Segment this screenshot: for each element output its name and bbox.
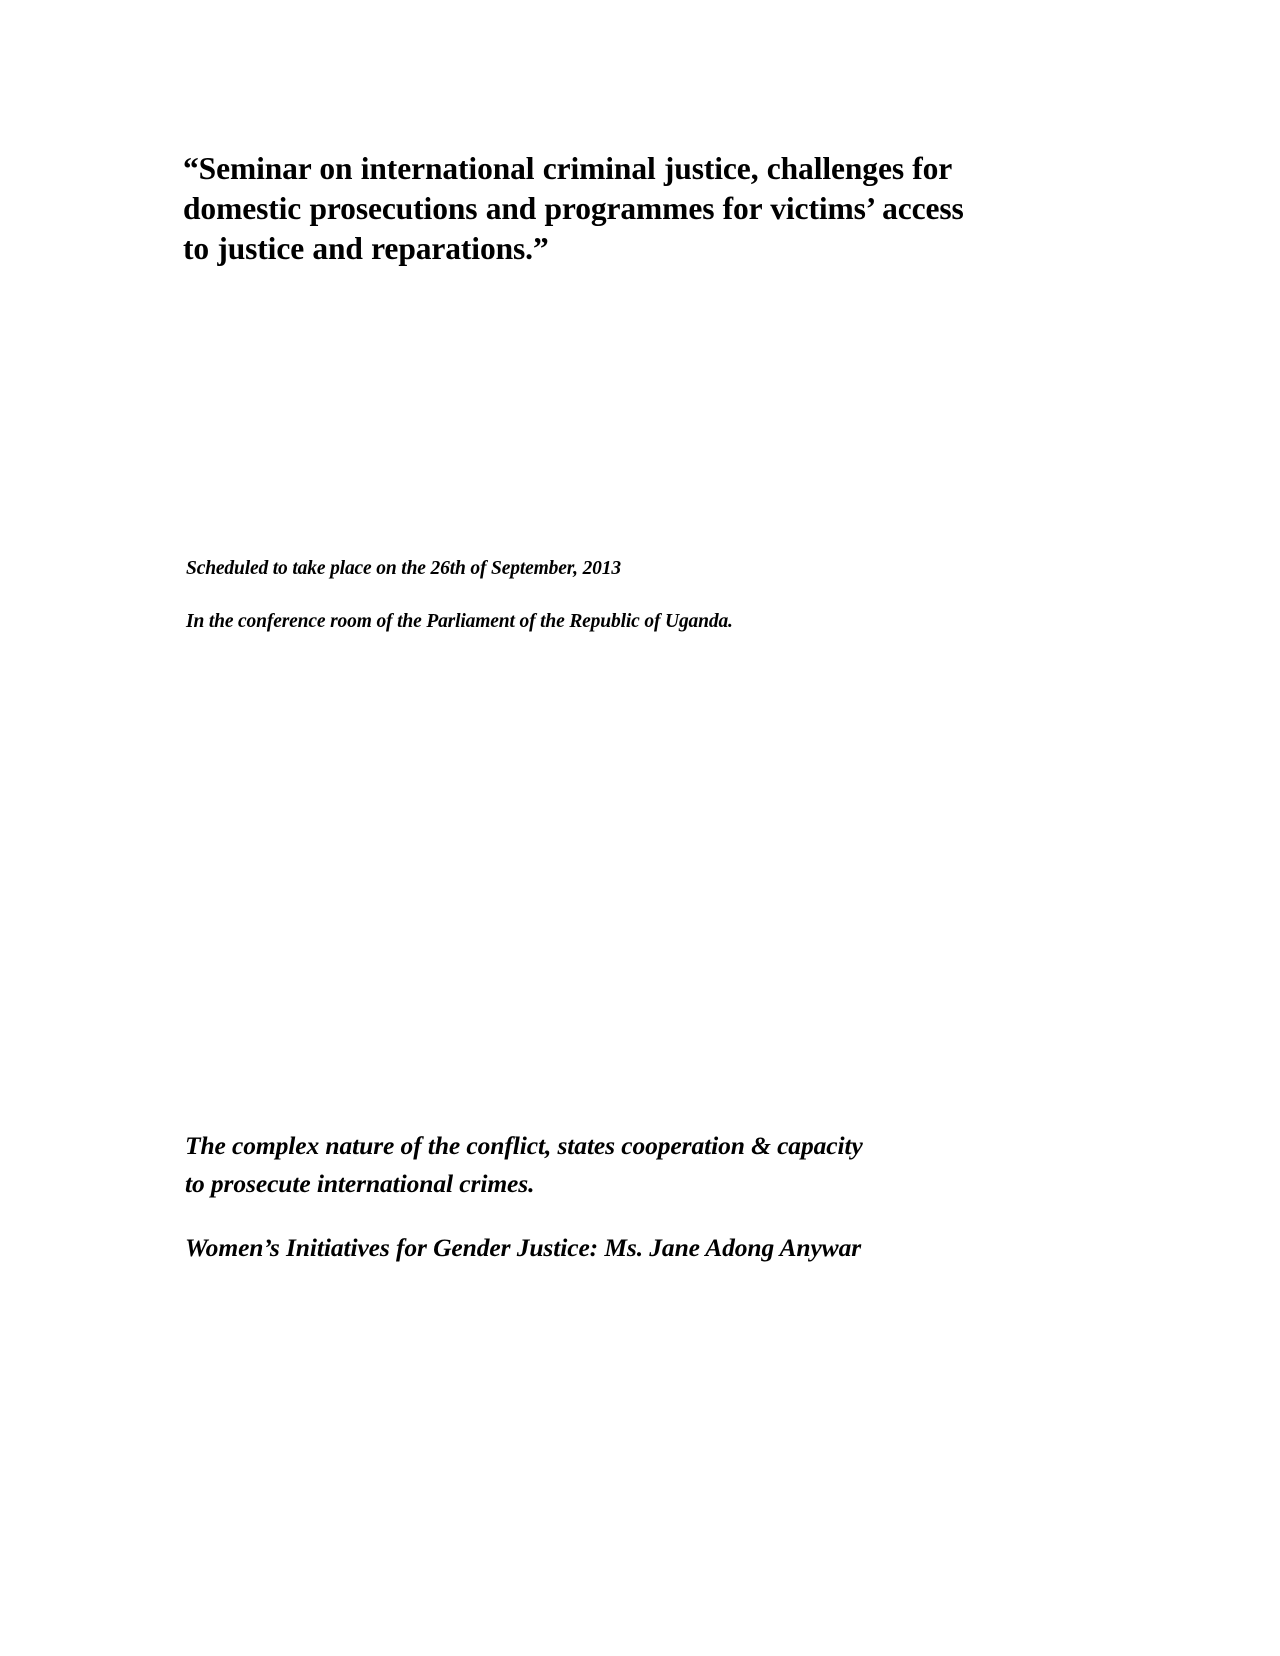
event-logistics bbox=[186, 556, 1046, 635]
session-topic-line-2: to prosecute international crimes. bbox=[185, 1169, 535, 1198]
session-topic bbox=[185, 1127, 1065, 1203]
page-title-line-3: to justice and reparations.” bbox=[183, 231, 549, 267]
page-title-line-1: “Seminar on international criminal justice, challenges for bbox=[183, 151, 953, 187]
page-title bbox=[183, 149, 1043, 269]
session-topic-line-1: The complex nature of the conflict, states cooperation & capacity bbox=[185, 1131, 863, 1160]
session-presenter: Women’s Initiatives for Gender Justice: Ms. Jane Adong Anywar bbox=[185, 1233, 862, 1262]
event-date-line: Scheduled to take place on the 26th of September, 2013 bbox=[186, 558, 621, 579]
session-block bbox=[185, 1127, 1065, 1267]
page-title-line-2: domestic prosecutions and programmes for victims’ access bbox=[183, 191, 964, 227]
event-venue-line: In the conference room of the Parliament of the Republic of Uganda. bbox=[186, 611, 733, 632]
